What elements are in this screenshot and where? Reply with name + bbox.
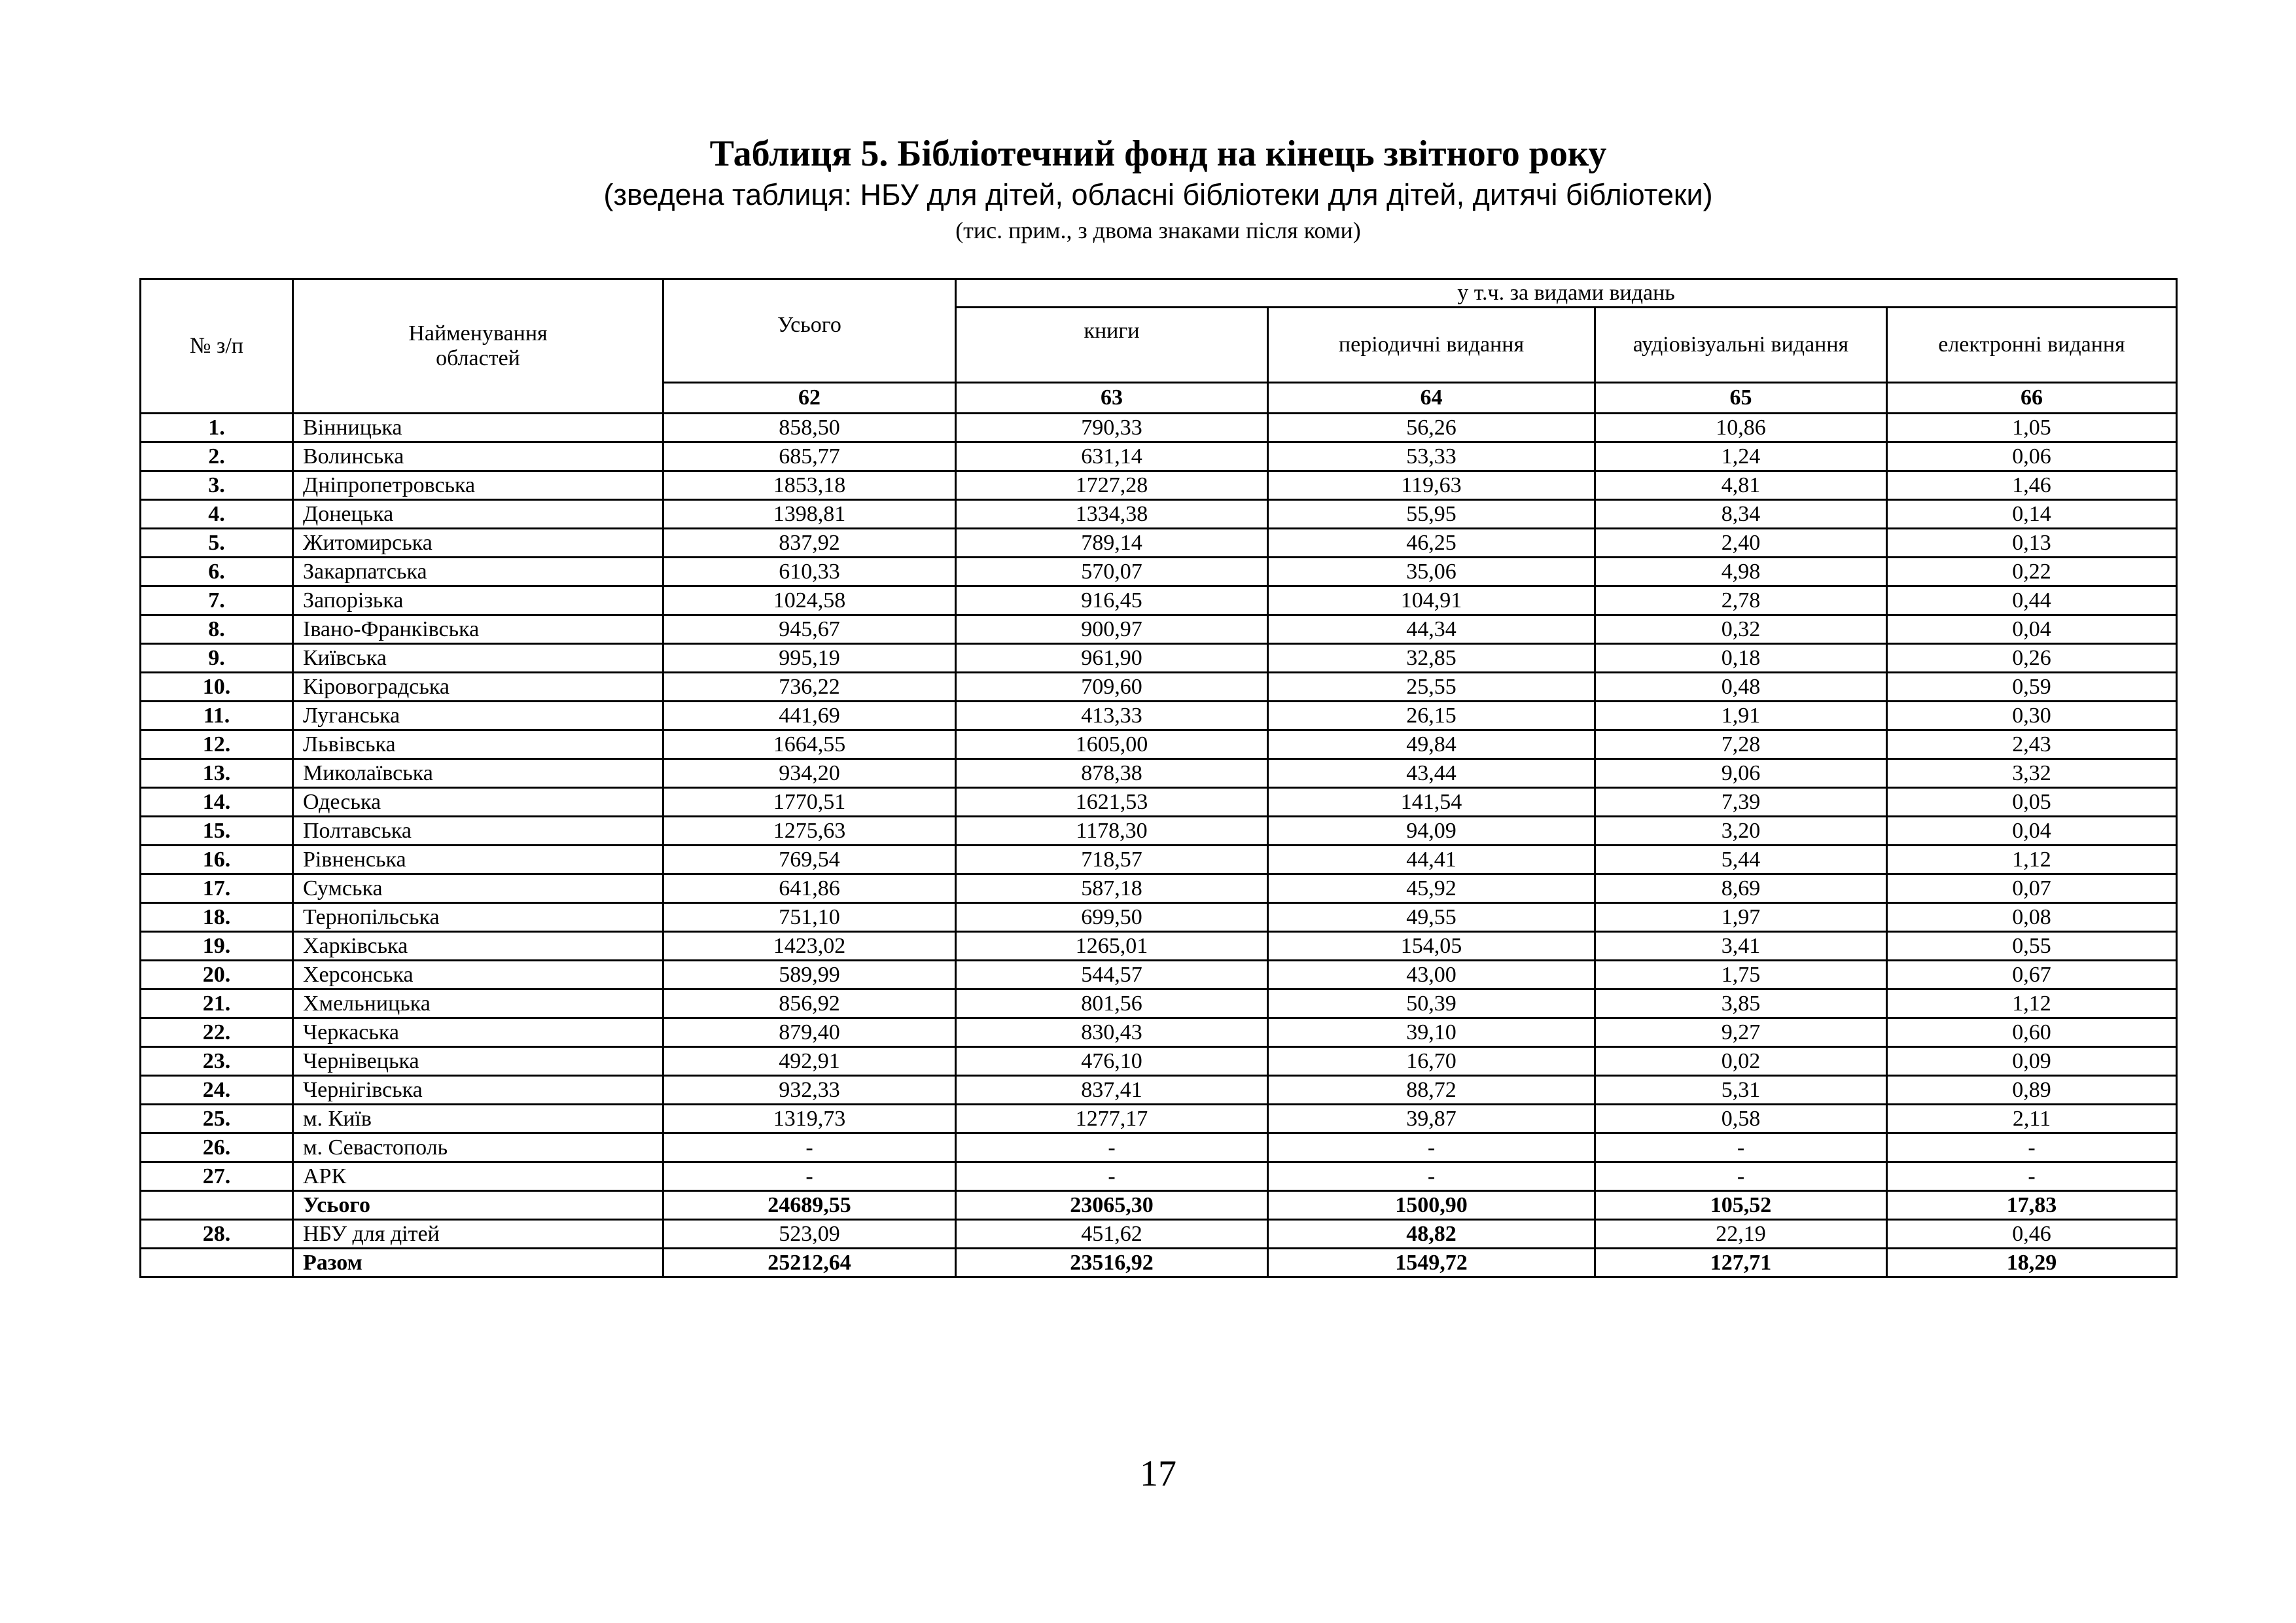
cell-books: 1621,53 <box>956 788 1268 817</box>
row-number: 25. <box>141 1105 293 1133</box>
cell-periodic: 45,92 <box>1268 874 1595 903</box>
col-header-books: книги <box>956 308 1268 383</box>
cell-periodic: 49,84 <box>1268 730 1595 759</box>
row-number: 16. <box>141 846 293 874</box>
header-row-group <box>141 279 2177 308</box>
table-row <box>141 673 2177 702</box>
row-number: 26. <box>141 1133 293 1162</box>
cell-total: 1853,18 <box>663 471 956 500</box>
unit-note: (тис. прим., з двома знаками після коми) <box>955 217 1361 243</box>
cell-audio: 5,31 <box>1595 1076 1887 1105</box>
cell-audio: 1,24 <box>1595 442 1887 471</box>
cell-audio: 0,02 <box>1595 1047 1887 1076</box>
cell-electronic: 0,14 <box>1887 500 2177 529</box>
cell-total: 736,22 <box>663 673 956 702</box>
col-header-audio: аудіовізуальні видання <box>1595 308 1887 383</box>
cell-periodic: 44,34 <box>1268 615 1595 644</box>
cell-electronic: 1,12 <box>1887 846 2177 874</box>
cell-periodic: 49,55 <box>1268 903 1595 932</box>
cell-audio: 8,69 <box>1595 874 1887 903</box>
region-name: м. Севастополь <box>293 1133 663 1162</box>
region-name: Київська <box>293 644 663 673</box>
col-code: 63 <box>956 383 1268 414</box>
col-code: 62 <box>663 383 956 414</box>
cell-audio: 0,32 <box>1595 615 1887 644</box>
region-name: Херсонська <box>293 961 663 990</box>
region-name: Вінницька <box>293 414 663 442</box>
row-number: 18. <box>141 903 293 932</box>
cell-electronic: 0,60 <box>1887 1018 2177 1047</box>
row-number: 27. <box>141 1162 293 1191</box>
cell-books: 900,97 <box>956 615 1268 644</box>
cell-books: 830,43 <box>956 1018 1268 1047</box>
cell-electronic: 1,46 <box>1887 471 2177 500</box>
cell-total: 1770,51 <box>663 788 956 817</box>
row-number: 6. <box>141 558 293 586</box>
row-number: 10. <box>141 673 293 702</box>
cell-periodic: 43,00 <box>1268 961 1595 990</box>
nbu-books: 451,62 <box>956 1220 1268 1249</box>
table-row <box>141 817 2177 846</box>
cell-books: 1727,28 <box>956 471 1268 500</box>
cell-periodic: 50,39 <box>1268 990 1595 1018</box>
table-row <box>141 500 2177 529</box>
cell-audio: 7,39 <box>1595 788 1887 817</box>
cell-audio: - <box>1595 1133 1887 1162</box>
cell-periodic: 53,33 <box>1268 442 1595 471</box>
cell-total: 856,92 <box>663 990 956 1018</box>
cell-periodic: 43,44 <box>1268 759 1595 788</box>
region-name: Луганська <box>293 702 663 730</box>
cell-periodic: 25,55 <box>1268 673 1595 702</box>
table-row <box>141 442 2177 471</box>
grand-total-total: 25212,64 <box>663 1249 956 1277</box>
cell-total: - <box>663 1162 956 1191</box>
cell-audio: 0,48 <box>1595 673 1887 702</box>
cell-electronic: 0,44 <box>1887 586 2177 615</box>
cell-audio: 8,34 <box>1595 500 1887 529</box>
cell-books: 1178,30 <box>956 817 1268 846</box>
table-row <box>141 1018 2177 1047</box>
page-number: 17 <box>1140 1454 1176 1494</box>
cell-electronic: 0,07 <box>1887 874 2177 903</box>
row-number: 17. <box>141 874 293 903</box>
col-code: 66 <box>1887 383 2177 414</box>
table-row <box>141 1076 2177 1105</box>
region-name: Кіровоградська <box>293 673 663 702</box>
cell-audio: 10,86 <box>1595 414 1887 442</box>
table-row <box>141 414 2177 442</box>
cell-audio: 4,98 <box>1595 558 1887 586</box>
nbu-electronic: 0,46 <box>1887 1220 2177 1249</box>
region-name: Миколаївська <box>293 759 663 788</box>
cell-total: 1423,02 <box>663 932 956 961</box>
region-name: Запорізька <box>293 586 663 615</box>
library-fund-table <box>139 278 2178 1278</box>
cell-electronic: 0,06 <box>1887 442 2177 471</box>
table-row <box>141 874 2177 903</box>
cell-audio: 2,78 <box>1595 586 1887 615</box>
cell-electronic: 0,22 <box>1887 558 2177 586</box>
grand-total-periodic: 1549,72 <box>1268 1249 1595 1277</box>
cell-books: 1265,01 <box>956 932 1268 961</box>
cell-total: 1398,81 <box>663 500 956 529</box>
row-number: 13. <box>141 759 293 788</box>
cell-total: 610,33 <box>663 558 956 586</box>
region-name: Дніпропетровська <box>293 471 663 500</box>
grand-total-electronic: 18,29 <box>1887 1249 2177 1277</box>
cell-total: 751,10 <box>663 903 956 932</box>
cell-periodic: 16,70 <box>1268 1047 1595 1076</box>
cell-electronic: - <box>1887 1133 2177 1162</box>
table-row <box>141 990 2177 1018</box>
col-header-no-label: № з/п <box>189 334 243 358</box>
subtotal-total: 24689,55 <box>663 1191 956 1220</box>
cell-audio: 0,58 <box>1595 1105 1887 1133</box>
cell-books: 570,07 <box>956 558 1268 586</box>
row-number: 11. <box>141 702 293 730</box>
region-name: Чернівецька <box>293 1047 663 1076</box>
cell-books: 837,41 <box>956 1076 1268 1105</box>
cell-books: 699,50 <box>956 903 1268 932</box>
nbu-audio: 22,19 <box>1595 1220 1887 1249</box>
cell-audio: 9,06 <box>1595 759 1887 788</box>
region-name: Сумська <box>293 874 663 903</box>
region-name: Тернопільська <box>293 903 663 932</box>
table-row <box>141 932 2177 961</box>
region-name: Полтавська <box>293 817 663 846</box>
col-code: 64 <box>1268 383 1595 414</box>
cell-books: 916,45 <box>956 586 1268 615</box>
cell-books: 718,57 <box>956 846 1268 874</box>
table-row <box>141 730 2177 759</box>
cell-electronic: 0,26 <box>1887 644 2177 673</box>
cell-audio: 9,27 <box>1595 1018 1887 1047</box>
row-number: 14. <box>141 788 293 817</box>
cell-periodic: - <box>1268 1162 1595 1191</box>
region-name: Закарпатська <box>293 558 663 586</box>
table-row <box>141 558 2177 586</box>
row-number: 12. <box>141 730 293 759</box>
table-subtitle: (зведена таблиця: НБУ для дітей, обласні бібліотеки для дітей, дитячі бібліотеки) <box>603 178 1713 211</box>
cell-total: 1664,55 <box>663 730 956 759</box>
table-row <box>141 471 2177 500</box>
row-number: 7. <box>141 586 293 615</box>
cell-total: 1275,63 <box>663 817 956 846</box>
table-row <box>141 644 2177 673</box>
cell-books: 587,18 <box>956 874 1268 903</box>
row-number: 1. <box>141 414 293 442</box>
cell-electronic: 0,89 <box>1887 1076 2177 1105</box>
table-row <box>141 788 2177 817</box>
cell-audio: - <box>1595 1162 1887 1191</box>
col-header-name <box>293 279 663 414</box>
cell-periodic: 46,25 <box>1268 529 1595 558</box>
table-body <box>141 414 2177 1191</box>
cell-total: 858,50 <box>663 414 956 442</box>
cell-books: 709,60 <box>956 673 1268 702</box>
cell-audio: 1,75 <box>1595 961 1887 990</box>
table-row <box>141 586 2177 615</box>
cell-books: 1277,17 <box>956 1105 1268 1133</box>
grand-total-label: Разом <box>293 1249 663 1277</box>
nbu-label: НБУ для дітей <box>293 1220 663 1249</box>
region-name: АРК <box>293 1162 663 1191</box>
cell-electronic: 0,05 <box>1887 788 2177 817</box>
cell-periodic: - <box>1268 1133 1595 1162</box>
col-header-periodic: періодичні видання <box>1268 308 1595 383</box>
subtotal-number <box>141 1191 293 1220</box>
subtotal-electronic: 17,83 <box>1887 1191 2177 1220</box>
cell-audio: 1,97 <box>1595 903 1887 932</box>
region-name: м. Київ <box>293 1105 663 1133</box>
col-header-no <box>141 279 293 414</box>
cell-audio: 3,41 <box>1595 932 1887 961</box>
table-row <box>141 1162 2177 1191</box>
cell-total: 492,91 <box>663 1047 956 1076</box>
cell-electronic: 0,55 <box>1887 932 2177 961</box>
cell-audio: 0,18 <box>1595 644 1887 673</box>
cell-books: 544,57 <box>956 961 1268 990</box>
cell-books: - <box>956 1133 1268 1162</box>
table-row <box>141 759 2177 788</box>
cell-periodic: 94,09 <box>1268 817 1595 846</box>
cell-electronic: 0,09 <box>1887 1047 2177 1076</box>
table-row <box>141 702 2177 730</box>
subtotal-books: 23065,30 <box>956 1191 1268 1220</box>
cell-books: 1334,38 <box>956 500 1268 529</box>
region-name: Львівська <box>293 730 663 759</box>
subtotal-audio: 105,52 <box>1595 1191 1887 1220</box>
cell-periodic: 104,91 <box>1268 586 1595 615</box>
table-row <box>141 1047 2177 1076</box>
row-number: 5. <box>141 529 293 558</box>
subtotal-periodic: 1500,90 <box>1268 1191 1595 1220</box>
col-header-total: Усього <box>663 279 956 383</box>
cell-books: 961,90 <box>956 644 1268 673</box>
cell-books: 413,33 <box>956 702 1268 730</box>
row-number: 23. <box>141 1047 293 1076</box>
cell-books: 1605,00 <box>956 730 1268 759</box>
cell-total: 589,99 <box>663 961 956 990</box>
row-number: 2. <box>141 442 293 471</box>
cell-books: - <box>956 1162 1268 1191</box>
cell-electronic: 3,32 <box>1887 759 2177 788</box>
cell-electronic: 0,04 <box>1887 817 2177 846</box>
cell-electronic: 2,43 <box>1887 730 2177 759</box>
region-name: Харківська <box>293 932 663 961</box>
cell-total: 1319,73 <box>663 1105 956 1133</box>
grand-total-audio: 127,71 <box>1595 1249 1887 1277</box>
cell-audio: 1,91 <box>1595 702 1887 730</box>
col-header-group: у т.ч. за видами видань <box>956 279 2177 308</box>
cell-total: 769,54 <box>663 846 956 874</box>
cell-periodic: 88,72 <box>1268 1076 1595 1105</box>
cell-total: 1024,58 <box>663 586 956 615</box>
row-number: 22. <box>141 1018 293 1047</box>
table-row <box>141 1133 2177 1162</box>
subtotal-label: Усього <box>293 1191 663 1220</box>
col-header-name-label: Найменування областей <box>408 321 548 370</box>
cell-total: 441,69 <box>663 702 956 730</box>
cell-audio: 2,40 <box>1595 529 1887 558</box>
table-row <box>141 903 2177 932</box>
cell-audio: 3,85 <box>1595 990 1887 1018</box>
cell-electronic: 0,67 <box>1887 961 2177 990</box>
subtotal-row <box>141 1191 2177 1220</box>
region-name: Хмельницька <box>293 990 663 1018</box>
cell-electronic: 0,04 <box>1887 615 2177 644</box>
row-number: 21. <box>141 990 293 1018</box>
grand-total-books: 23516,92 <box>956 1249 1268 1277</box>
cell-electronic: 2,11 <box>1887 1105 2177 1133</box>
row-number: 3. <box>141 471 293 500</box>
cell-total: 641,86 <box>663 874 956 903</box>
region-name: Волинська <box>293 442 663 471</box>
row-number: 24. <box>141 1076 293 1105</box>
table-row <box>141 1105 2177 1133</box>
row-number: 15. <box>141 817 293 846</box>
cell-electronic: 0,13 <box>1887 529 2177 558</box>
cell-total: 879,40 <box>663 1018 956 1047</box>
cell-books: 631,14 <box>956 442 1268 471</box>
nbu-periodic: 48,82 <box>1268 1220 1595 1249</box>
grand-total-number <box>141 1249 293 1277</box>
cell-total: 837,92 <box>663 529 956 558</box>
cell-periodic: 44,41 <box>1268 846 1595 874</box>
table-summary <box>141 1191 2177 1277</box>
cell-electronic: 0,59 <box>1887 673 2177 702</box>
cell-books: 789,14 <box>956 529 1268 558</box>
nbu-number: 28. <box>141 1220 293 1249</box>
row-number: 4. <box>141 500 293 529</box>
region-name: Івано-Франківська <box>293 615 663 644</box>
cell-periodic: 119,63 <box>1268 471 1595 500</box>
nbu-total: 523,09 <box>663 1220 956 1249</box>
cell-audio: 4,81 <box>1595 471 1887 500</box>
cell-books: 801,56 <box>956 990 1268 1018</box>
cell-electronic: 0,30 <box>1887 702 2177 730</box>
table-row <box>141 846 2177 874</box>
cell-periodic: 35,06 <box>1268 558 1595 586</box>
region-name: Одеська <box>293 788 663 817</box>
cell-periodic: 154,05 <box>1268 932 1595 961</box>
table-title: Таблиця 5. Бібліотечний фонд на кінець звітного року <box>709 134 1607 174</box>
cell-periodic: 26,15 <box>1268 702 1595 730</box>
cell-periodic: 39,87 <box>1268 1105 1595 1133</box>
cell-electronic: - <box>1887 1162 2177 1191</box>
cell-electronic: 0,08 <box>1887 903 2177 932</box>
cell-periodic: 32,85 <box>1268 644 1595 673</box>
nbu-row <box>141 1220 2177 1249</box>
row-number: 9. <box>141 644 293 673</box>
cell-electronic: 1,12 <box>1887 990 2177 1018</box>
col-header-electronic: електронні видання <box>1887 308 2177 383</box>
col-code: 65 <box>1595 383 1887 414</box>
cell-books: 476,10 <box>956 1047 1268 1076</box>
row-number: 8. <box>141 615 293 644</box>
cell-books: 790,33 <box>956 414 1268 442</box>
table-row <box>141 961 2177 990</box>
cell-total: 932,33 <box>663 1076 956 1105</box>
row-number: 19. <box>141 932 293 961</box>
cell-total: - <box>663 1133 956 1162</box>
region-name: Житомирська <box>293 529 663 558</box>
row-number: 20. <box>141 961 293 990</box>
grand-total-row <box>141 1249 2177 1277</box>
region-name: Чернігівська <box>293 1076 663 1105</box>
cell-periodic: 55,95 <box>1268 500 1595 529</box>
cell-books: 878,38 <box>956 759 1268 788</box>
cell-periodic: 39,10 <box>1268 1018 1595 1047</box>
cell-total: 685,77 <box>663 442 956 471</box>
cell-total: 945,67 <box>663 615 956 644</box>
cell-periodic: 141,54 <box>1268 788 1595 817</box>
cell-audio: 7,28 <box>1595 730 1887 759</box>
cell-audio: 3,20 <box>1595 817 1887 846</box>
region-name: Донецька <box>293 500 663 529</box>
cell-periodic: 56,26 <box>1268 414 1595 442</box>
region-name: Черкаська <box>293 1018 663 1047</box>
cell-audio: 5,44 <box>1595 846 1887 874</box>
cell-total: 934,20 <box>663 759 956 788</box>
table-row <box>141 529 2177 558</box>
cell-electronic: 1,05 <box>1887 414 2177 442</box>
region-name: Рівненська <box>293 846 663 874</box>
cell-total: 995,19 <box>663 644 956 673</box>
table-row <box>141 615 2177 644</box>
